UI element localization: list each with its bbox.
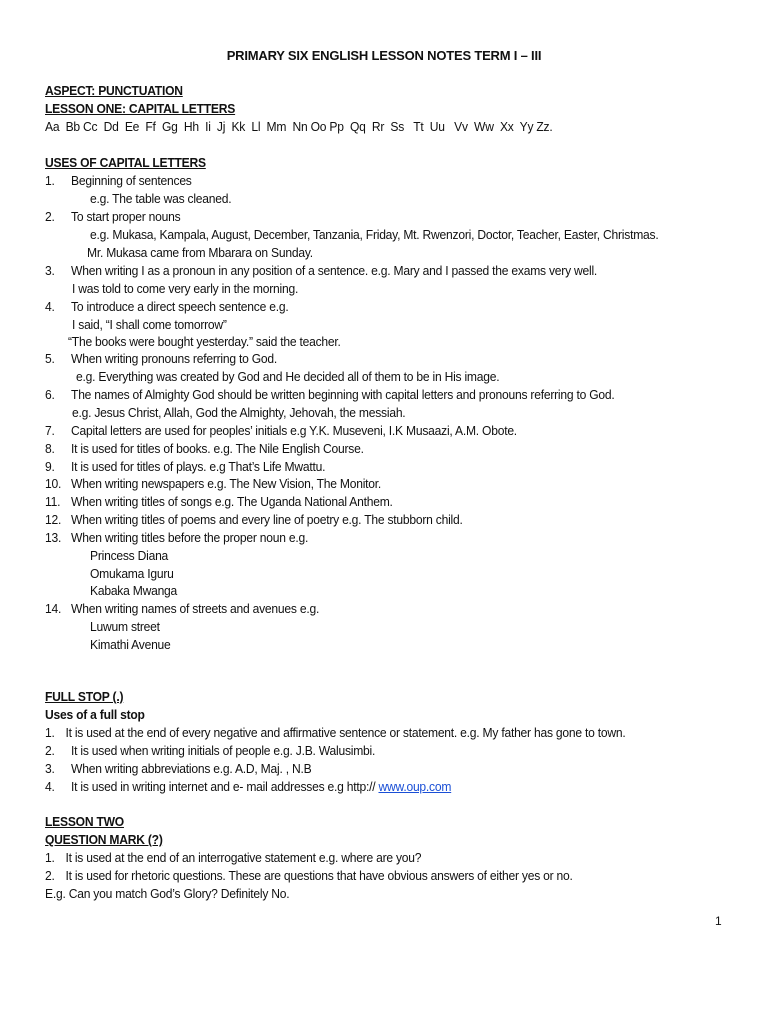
example-text: Mr. Mukasa came from Mbarara on Sunday. (87, 245, 313, 260)
example-text: Kabaka Mwanga (90, 583, 178, 598)
list-item: 10. When writing newspapers e.g. The New Vision, The Monitor. (45, 476, 382, 491)
list-item: 9. It is used for titles of plays. e.g That’s Life Mwattu. (45, 459, 326, 474)
list-item: 4. To introduce a direct speech sentence e.g. (45, 299, 289, 314)
list-item: 8. It is used for titles of books. e.g. The Nile English Course. (45, 441, 364, 456)
list-item: 2. To start proper nouns (45, 209, 181, 224)
lesson-one-heading: LESSON ONE: CAPITAL LETTERS (45, 101, 236, 116)
fullstop-subheading: Uses of a full stop (45, 707, 145, 722)
list-item: 7. Capital letters are used for peoples’ initials e.g Y.K. Museveni, I.K Musaazi, A.M. Obote. (45, 423, 517, 438)
list-item: 14. When writing names of streets and avenues e.g. (45, 601, 320, 616)
example-text: I said, “I shall come tomorrow” (72, 317, 227, 332)
list-item: 12. When writing titles of poems and every line of poetry e.g. The stubborn child. (45, 512, 463, 527)
example-text: Princess Diana (90, 548, 169, 563)
aspect-heading: ASPECT: PUNCTUATION (45, 83, 183, 98)
list-item: 1. It is used at the end of an interrogative statement e.g. where are you? (45, 850, 422, 865)
question-heading: QUESTION MARK (?) (45, 832, 163, 847)
fullstop-heading: FULL STOP (.) (45, 689, 124, 704)
example-text: Omukama Iguru (90, 566, 174, 581)
list-item: 11. When writing titles of songs e.g. The Uganda National Anthem. (45, 494, 393, 509)
list-item: 1. Beginning of sentences (45, 173, 192, 188)
list-item: 1. It is used at the end of every negative and affirmative sentence or statement. e.g. My father has gone to town. (45, 725, 626, 740)
example-text: Luwum street (90, 619, 160, 634)
page-number: 1 (715, 914, 722, 928)
example-text: E.g. Can you match God’s Glory? Definitely No. (45, 886, 290, 901)
example-text: e.g. The table was cleaned. (90, 191, 232, 206)
list-item: 4. It is used in writing internet and e- mail addresses e.g http:// www.oup.com (45, 779, 452, 794)
example-text: I was told to come very early in the morning. (72, 281, 299, 296)
oup-link[interactable]: www.oup.com (378, 779, 452, 794)
list-item: 3. When writing abbreviations e.g. A.D, Maj. , N.B (45, 761, 312, 776)
list-item: 2. It is used when writing initials of people e.g. J.B. Walusimbi. (45, 743, 376, 758)
example-text: Kimathi Avenue (90, 637, 171, 652)
list-item: 6. The names of Almighty God should be written beginning with capital letters and pronouns referring to God. (45, 387, 615, 402)
example-text: e.g. Everything was created by God and He decided all of them to be in His image. (76, 369, 500, 384)
example-text: e.g. Jesus Christ, Allah, God the Almighty, Jehovah, the messiah. (72, 405, 406, 420)
alphabet-line: Aa Bb Cc Dd Ee Ff Gg Hh Ii Jj Kk Ll Mm Nn Oo Pp Qq Rr Ss Tt Uu Vv Ww Xx Yy Zz. (45, 119, 553, 134)
document-title: PRIMARY SIX ENGLISH LESSON NOTES TERM I – III (226, 48, 542, 63)
lesson-two-heading: LESSON TWO (45, 814, 124, 829)
capitals-heading: USES OF CAPITAL LETTERS (45, 155, 206, 170)
list-item: 5. When writing pronouns referring to God. (45, 351, 278, 366)
example-text: “The books were bought yesterday.” said the teacher. (68, 334, 341, 349)
list-item: 13. When writing titles before the proper noun e.g. (45, 530, 309, 545)
example-text: e.g. Mukasa, Kampala, August, December, Tanzania, Friday, Mt. Rwenzori, Doctor, Teacher, Easter, Christmas. (90, 227, 659, 242)
list-item: 3. When writing I as a pronoun in any position of a sentence. e.g. Mary and I passed the exams very well. (45, 263, 598, 278)
list-item: 2. It is used for rhetoric questions. These are questions that have obvious answers of either yes or no. (45, 868, 573, 883)
